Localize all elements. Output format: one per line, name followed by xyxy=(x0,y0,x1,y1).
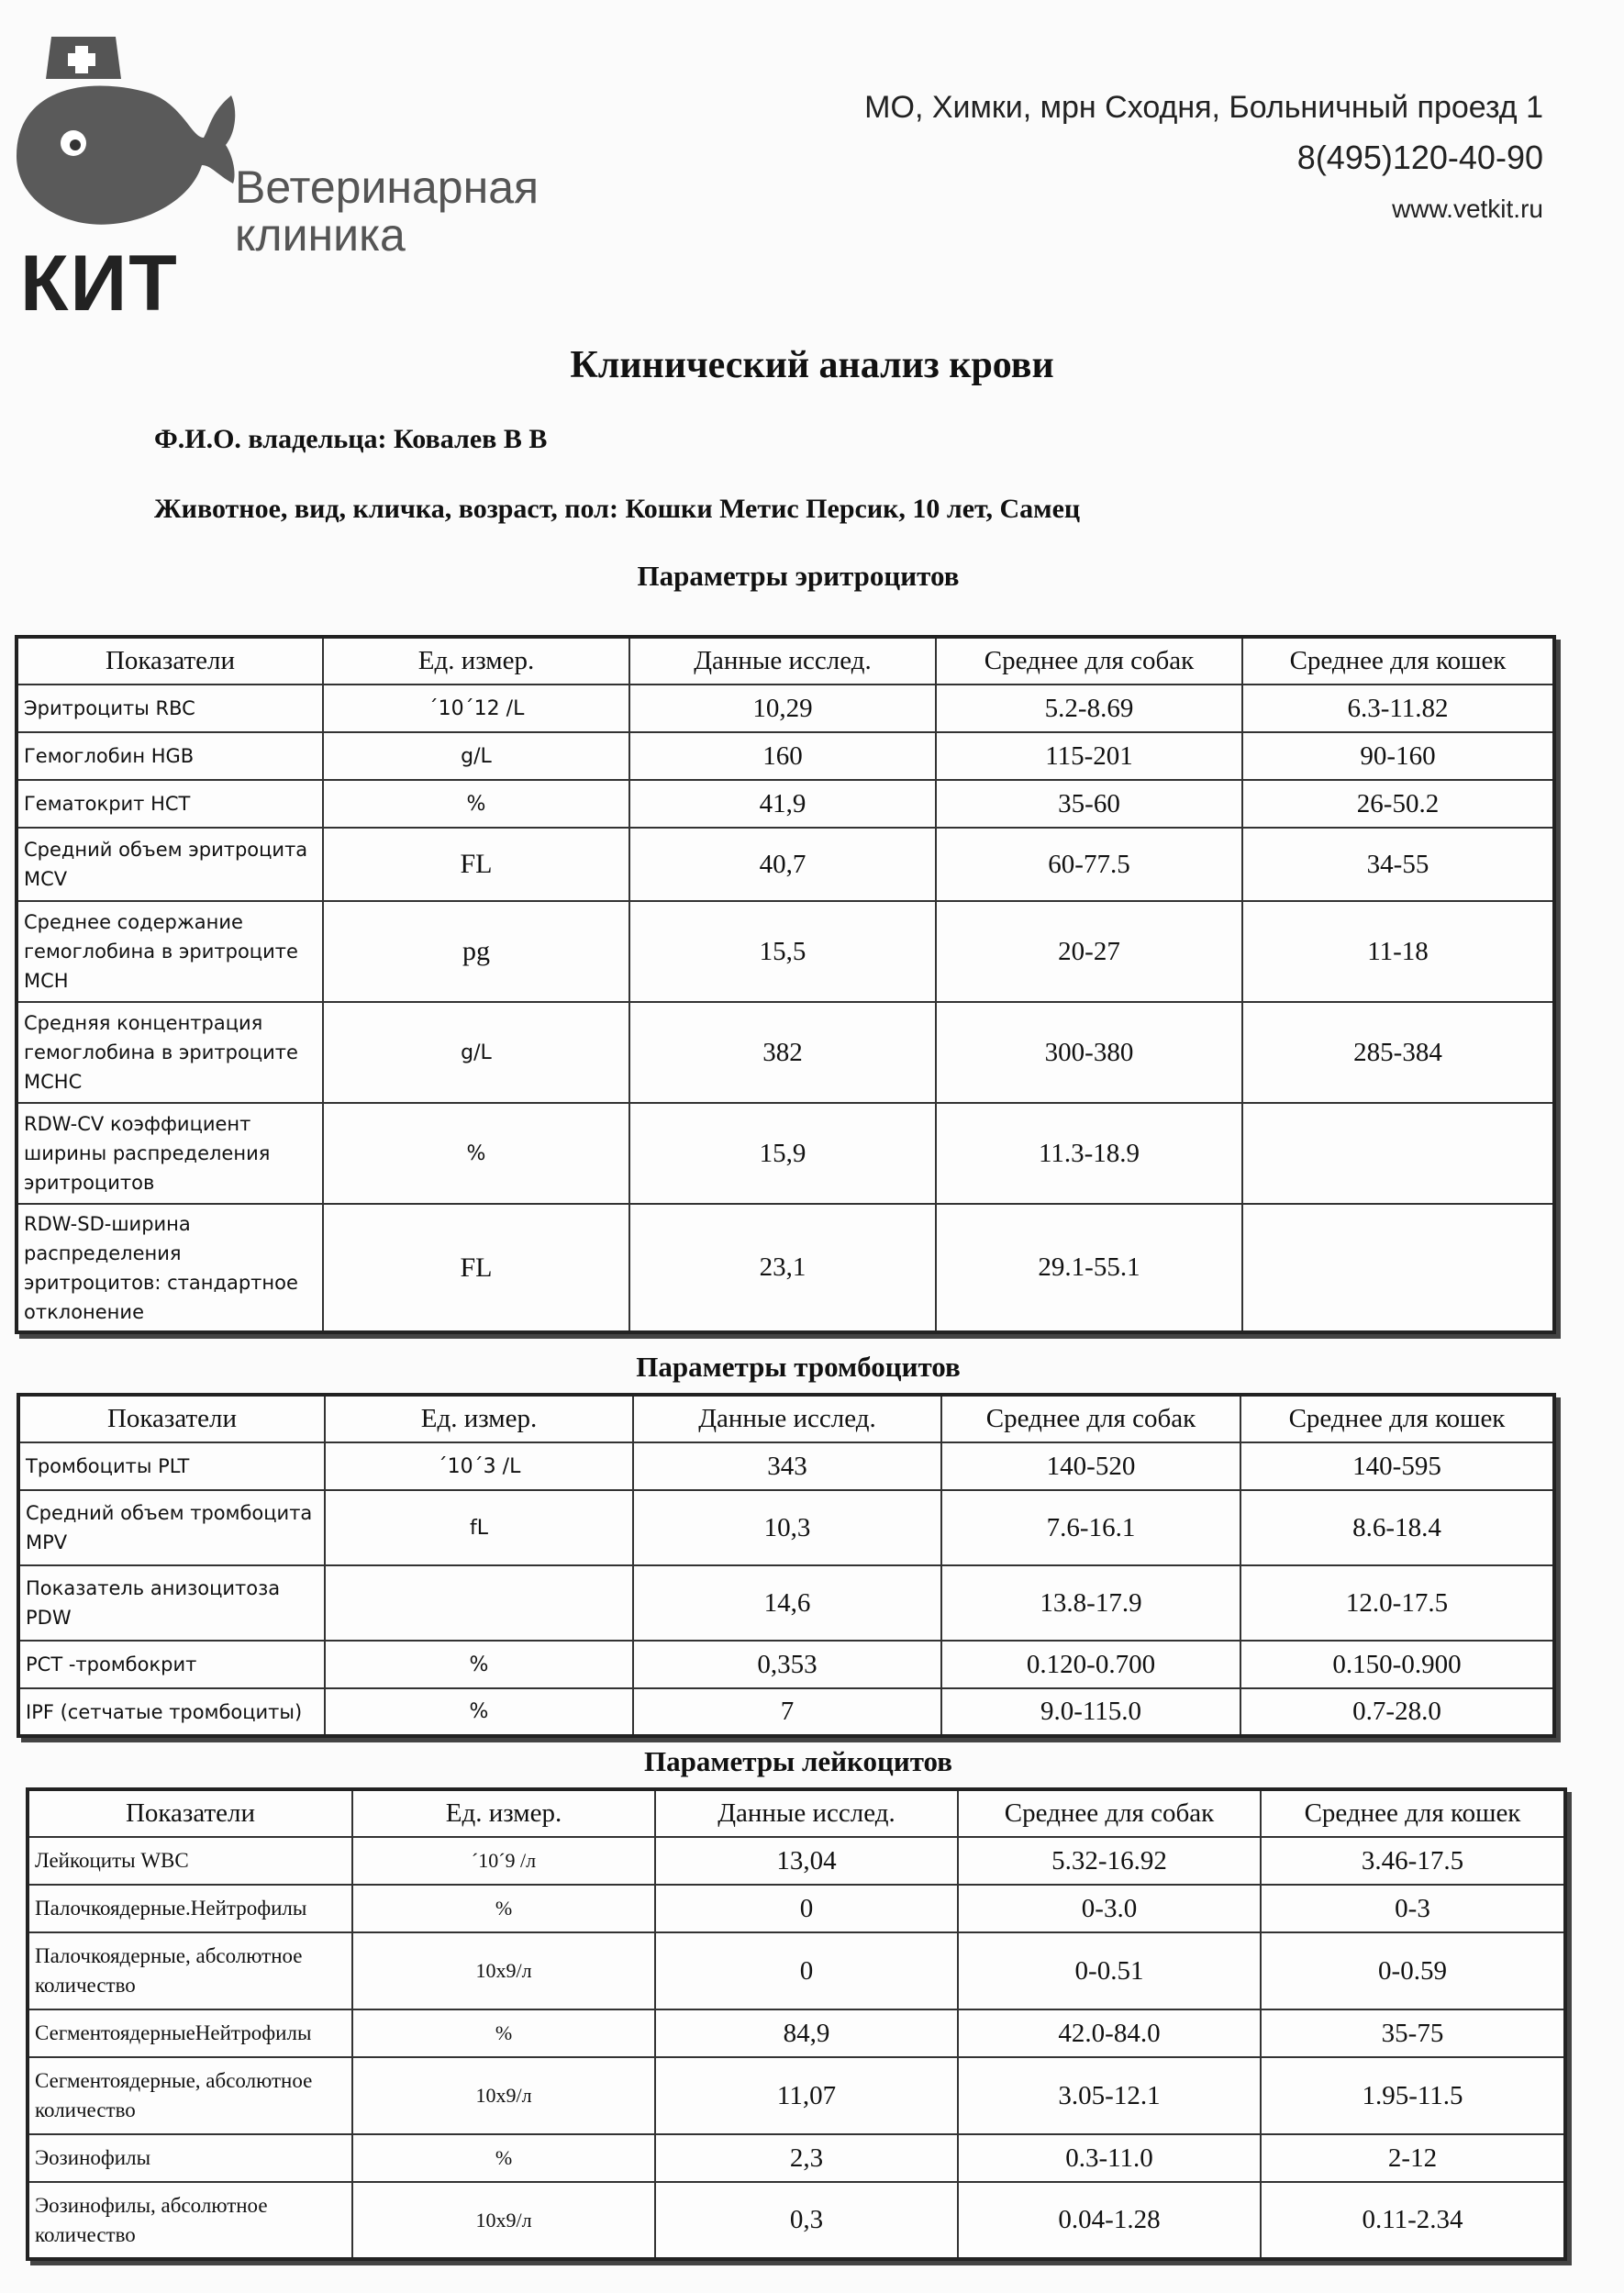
dog-reference: 9.0-115.0 xyxy=(941,1688,1240,1736)
unit-cell: FL xyxy=(323,828,629,901)
result-value: 10,29 xyxy=(629,685,936,732)
unit-cell: g/L xyxy=(323,732,629,780)
cat-reference: 1.95-11.5 xyxy=(1261,2057,1565,2134)
parameter-name: IPF (сетчатые тромбоциты) xyxy=(18,1688,325,1736)
result-value: 13,04 xyxy=(655,1837,958,1885)
dog-reference: 13.8-17.9 xyxy=(941,1565,1240,1641)
cat-reference: 285-384 xyxy=(1242,1002,1554,1103)
unit-cell: % xyxy=(352,2134,655,2182)
owner-line: Ф.И.О. владельца: Ковалев В В xyxy=(154,424,548,454)
unit-cell: 10х9/л xyxy=(352,2057,655,2134)
cat-reference xyxy=(1242,1204,1554,1332)
column-header: Среднее для собак xyxy=(936,637,1242,685)
clinic-website: www.vetkit.ru xyxy=(1392,195,1543,223)
result-value: 40,7 xyxy=(629,828,936,901)
table-row xyxy=(18,1641,1554,1688)
table-row xyxy=(28,2134,1565,2182)
unit-cell: fL xyxy=(325,1490,633,1565)
unit-cell: pg xyxy=(323,901,629,1002)
result-value: 23,1 xyxy=(629,1204,936,1332)
unit-cell: 10х9/л xyxy=(352,1932,655,2009)
parameter-name: Эозинофилы, абсолютное количество xyxy=(28,2182,352,2259)
dog-reference: 20-27 xyxy=(936,901,1242,1002)
rbc-table xyxy=(15,635,1556,1334)
result-value: 41,9 xyxy=(629,780,936,828)
wbc-table xyxy=(26,1787,1567,2261)
unit-cell: FL xyxy=(323,1204,629,1332)
table-row xyxy=(17,1204,1554,1332)
column-header: Среднее для собак xyxy=(941,1395,1240,1442)
unit-cell: % xyxy=(325,1688,633,1736)
result-value: 15,9 xyxy=(629,1103,936,1204)
unit-cell: % xyxy=(323,1103,629,1204)
column-header: Среднее для кошек xyxy=(1261,1789,1565,1837)
unit-cell: % xyxy=(323,780,629,828)
result-value: 0,3 xyxy=(655,2182,958,2259)
table-row xyxy=(17,732,1554,780)
cat-reference: 8.6-18.4 xyxy=(1240,1490,1554,1565)
cat-reference: 11-18 xyxy=(1242,901,1554,1002)
cat-reference xyxy=(1242,1103,1554,1204)
cat-reference: 0-3 xyxy=(1261,1885,1565,1932)
unit-cell: ´10´12 /L xyxy=(323,685,629,732)
column-header: Среднее для кошек xyxy=(1242,637,1554,685)
contact-block xyxy=(864,84,1543,233)
clinic-phone: 8(495)120-40-90 xyxy=(1296,139,1543,176)
parameter-name: Эритроциты RBC xyxy=(17,685,323,732)
column-header: Ед. измер. xyxy=(323,637,629,685)
dog-reference: 0.120-0.700 xyxy=(941,1641,1240,1688)
unit-cell: % xyxy=(352,1885,655,1932)
unit-cell: 10х9/л xyxy=(352,2182,655,2259)
parameter-name: Показатель анизоцитоза PDW xyxy=(18,1565,325,1641)
document-title: Клинический анализ крови xyxy=(570,344,1054,386)
unit-cell: % xyxy=(352,2009,655,2057)
table-row xyxy=(17,901,1554,1002)
cat-reference: 35-75 xyxy=(1261,2009,1565,2057)
result-value: 0,353 xyxy=(633,1641,941,1688)
plt-table xyxy=(17,1393,1556,1738)
column-header: Показатели xyxy=(18,1395,325,1442)
cat-reference: 12.0-17.5 xyxy=(1240,1565,1554,1641)
parameter-name: PCT -тромбокрит xyxy=(18,1641,325,1688)
table-row xyxy=(17,1103,1554,1204)
result-value: 7 xyxy=(633,1688,941,1736)
dog-reference: 0-3.0 xyxy=(958,1885,1261,1932)
result-value: 2,3 xyxy=(655,2134,958,2182)
column-header: Среднее для собак xyxy=(958,1789,1261,1837)
parameter-name: Средний объем тромбоцита MPV xyxy=(18,1490,325,1565)
table-row xyxy=(18,1688,1554,1736)
result-value: 160 xyxy=(629,732,936,780)
parameter-name: Эозинофилы xyxy=(28,2134,352,2182)
column-header: Показатели xyxy=(17,637,323,685)
cat-reference: 140-595 xyxy=(1240,1442,1554,1490)
table-row xyxy=(18,1565,1554,1641)
parameter-name: Тромбоциты PLT xyxy=(18,1442,325,1490)
dog-reference: 7.6-16.1 xyxy=(941,1490,1240,1565)
parameter-name: Сегментоядерные, абсолютное количество xyxy=(28,2057,352,2134)
result-value: 382 xyxy=(629,1002,936,1103)
cat-reference: 2-12 xyxy=(1261,2134,1565,2182)
column-header: Данные исслед. xyxy=(655,1789,958,1837)
column-header: Ед. измер. xyxy=(325,1395,633,1442)
parameter-name: Гематокрит HCT xyxy=(17,780,323,828)
unit-cell xyxy=(325,1565,633,1641)
animal-line: Животное, вид, кличка, возраст, пол: Кошки Метис Персик, 10 лет, Самец xyxy=(154,494,1081,524)
column-header: Данные исслед. xyxy=(633,1395,941,1442)
clinic-logo xyxy=(7,28,595,328)
column-header: Показатели xyxy=(28,1789,352,1837)
cat-reference: 6.3-11.82 xyxy=(1242,685,1554,732)
dog-reference: 115-201 xyxy=(936,732,1242,780)
cat-reference: 0.11-2.34 xyxy=(1261,2182,1565,2259)
whale-icon xyxy=(7,28,246,248)
cat-reference: 34-55 xyxy=(1242,828,1554,901)
plt-section-title: Параметры тромбоцитов xyxy=(636,1351,961,1383)
table-row xyxy=(17,1002,1554,1103)
result-value: 15,5 xyxy=(629,901,936,1002)
unit-cell: g/L xyxy=(323,1002,629,1103)
cat-reference: 0.7-28.0 xyxy=(1240,1688,1554,1736)
table-row xyxy=(28,1932,1565,2009)
dog-reference: 140-520 xyxy=(941,1442,1240,1490)
cat-reference: 90-160 xyxy=(1242,732,1554,780)
unit-cell: % xyxy=(325,1641,633,1688)
result-value: 14,6 xyxy=(633,1565,941,1641)
table-row xyxy=(28,2009,1565,2057)
column-header: Среднее для кошек xyxy=(1240,1395,1554,1442)
parameter-name: Палочкоядерные, абсолютное количество xyxy=(28,1932,352,2009)
table-row xyxy=(28,2182,1565,2259)
dog-reference: 60-77.5 xyxy=(936,828,1242,901)
table-row xyxy=(28,2057,1565,2134)
table-row xyxy=(17,780,1554,828)
table-row xyxy=(28,1837,1565,1885)
column-header: Данные исслед. xyxy=(629,637,936,685)
column-header: Ед. измер. xyxy=(352,1789,655,1837)
parameter-name: RDW-CV коэффициент ширины распределения эритроцитов xyxy=(17,1103,323,1204)
dog-reference: 11.3-18.9 xyxy=(936,1103,1242,1204)
result-value: 0 xyxy=(655,1932,958,2009)
clinic-type: Ветеринарная клиника xyxy=(235,161,539,261)
dog-reference: 300-380 xyxy=(936,1002,1242,1103)
dog-reference: 3.05-12.1 xyxy=(958,2057,1261,2134)
table-row xyxy=(17,685,1554,732)
parameter-name: Среднее содержание гемоглобина в эритроците MCH xyxy=(17,901,323,1002)
parameter-name: Палочкоядерные.Нейтрофилы xyxy=(28,1885,352,1932)
unit-cell: ´10´3 /L xyxy=(325,1442,633,1490)
result-value: 10,3 xyxy=(633,1490,941,1565)
result-value: 84,9 xyxy=(655,2009,958,2057)
table-row xyxy=(18,1490,1554,1565)
parameter-name: СегментоядерныеНейтрофилы xyxy=(28,2009,352,2057)
cat-reference: 0-0.59 xyxy=(1261,1932,1565,2009)
cat-reference: 26-50.2 xyxy=(1242,780,1554,828)
parameter-name: RDW-SD-ширина распределения эритроцитов: стандартное отклонение xyxy=(17,1204,323,1332)
dog-reference: 5.32-16.92 xyxy=(958,1837,1261,1885)
table-row xyxy=(17,828,1554,901)
clinic-name: КИТ xyxy=(20,239,179,328)
dog-reference: 29.1-55.1 xyxy=(936,1204,1242,1332)
result-value: 343 xyxy=(633,1442,941,1490)
dog-reference: 0.3-11.0 xyxy=(958,2134,1261,2182)
table-row xyxy=(28,1885,1565,1932)
dog-reference: 0.04-1.28 xyxy=(958,2182,1261,2259)
table-row xyxy=(18,1442,1554,1490)
wbc-section-title: Параметры лейкоцитов xyxy=(643,1745,952,1777)
result-value: 11,07 xyxy=(655,2057,958,2134)
cat-reference: 0.150-0.900 xyxy=(1240,1641,1554,1688)
parameter-name: Средняя концентрация гемоглобина в эритроците MCHC xyxy=(17,1002,323,1103)
result-value: 0 xyxy=(655,1885,958,1932)
cat-reference: 3.46-17.5 xyxy=(1261,1837,1565,1885)
parameter-name: Гемоглобин HGB xyxy=(17,732,323,780)
dog-reference: 42.0-84.0 xyxy=(958,2009,1261,2057)
dog-reference: 0-0.51 xyxy=(958,1932,1261,2009)
rbc-section-title: Параметры эритроцитов xyxy=(637,560,960,592)
clinic-address: МО, Химки, мрн Сходня, Больничный проезд 1 xyxy=(864,90,1543,125)
parameter-name: Лейкоциты WBC xyxy=(28,1837,352,1885)
unit-cell: ´10´9 /л xyxy=(352,1837,655,1885)
dog-reference: 35-60 xyxy=(936,780,1242,828)
dog-reference: 5.2-8.69 xyxy=(936,685,1242,732)
parameter-name: Средний объем эритроцита MCV xyxy=(17,828,323,901)
